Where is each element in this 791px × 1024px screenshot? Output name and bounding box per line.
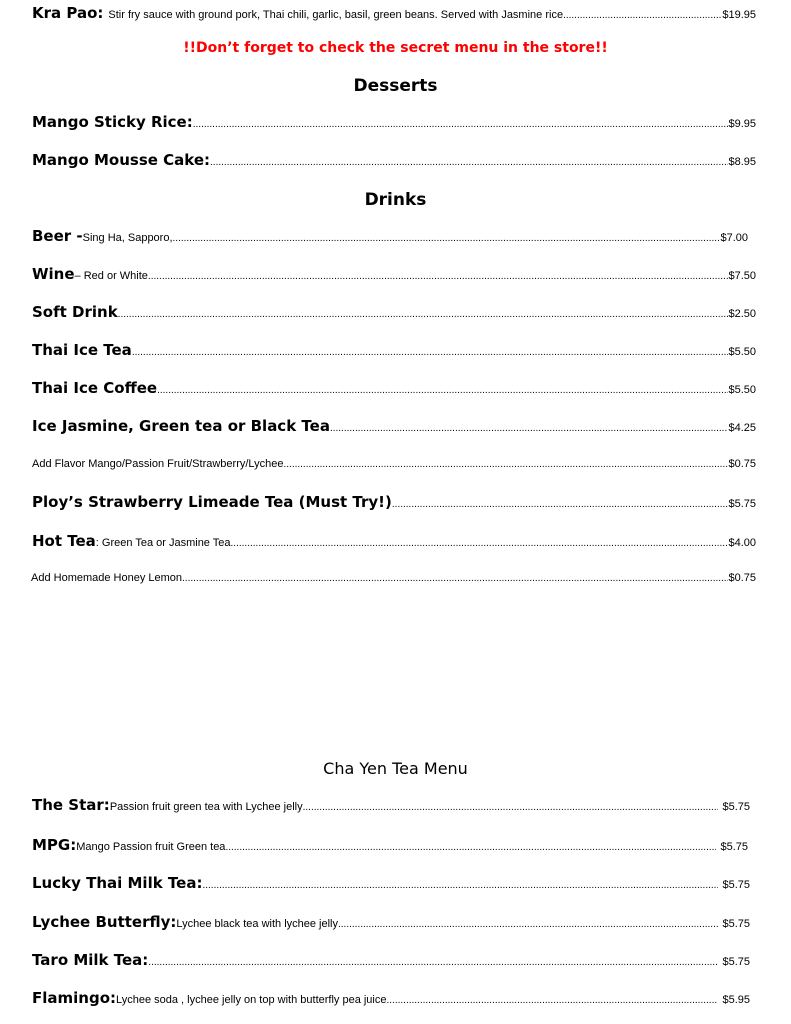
leader-dots bbox=[330, 423, 729, 434]
leader-dots bbox=[173, 233, 721, 244]
item-description: Add Flavor Mango/Passion Fruit/Strawberry/Lychee bbox=[32, 458, 284, 470]
cha-yen-heading: Cha Yen Tea Menu bbox=[323, 759, 468, 778]
menu-item bbox=[32, 341, 756, 359]
menu-item bbox=[32, 493, 756, 511]
item-price: $5.50 bbox=[728, 384, 756, 396]
menu-item bbox=[32, 417, 756, 435]
item-description: Passion fruit green tea with Lychee jelly bbox=[109, 801, 303, 813]
item-name: Beer - bbox=[32, 227, 83, 245]
item-price: $4.00 bbox=[728, 537, 756, 549]
leader-dots bbox=[182, 573, 728, 584]
menu-item bbox=[32, 532, 756, 550]
menu-item bbox=[32, 303, 756, 321]
item-description: Lychee soda , lychee jelly on top with butterfly pea juice bbox=[116, 994, 387, 1006]
menu-item bbox=[32, 951, 750, 969]
leader-dots bbox=[148, 271, 729, 282]
leader-dots bbox=[338, 919, 718, 930]
leader-dots bbox=[392, 499, 729, 510]
drinks-heading: Drinks bbox=[364, 190, 427, 210]
menu-item bbox=[32, 265, 756, 283]
menu-item bbox=[32, 379, 756, 397]
item-price: $5.75 bbox=[720, 841, 748, 853]
leader-dots bbox=[202, 880, 718, 891]
menu-item bbox=[32, 151, 756, 169]
item-price: $5.75 bbox=[722, 879, 750, 891]
leader-dots bbox=[283, 459, 728, 470]
item-price: $5.75 bbox=[722, 801, 750, 813]
item-description: – Red or White bbox=[74, 270, 148, 282]
item-price: $7.50 bbox=[728, 270, 756, 282]
item-price: $8.95 bbox=[728, 156, 756, 168]
item-name: Wine bbox=[32, 265, 75, 283]
leader-dots bbox=[387, 995, 719, 1006]
menu-item bbox=[32, 836, 748, 854]
menu-item-kra-pao bbox=[32, 4, 756, 22]
leader-dots bbox=[118, 309, 729, 320]
item-description: Stir fry sauce with ground pork, Thai chili, garlic, basil, green beans. Served with Jasmine rice bbox=[108, 9, 564, 21]
item-price: $5.95 bbox=[722, 994, 750, 1006]
item-price: $19.95 bbox=[722, 9, 756, 21]
item-description: Lychee black tea with lychee jelly bbox=[176, 918, 338, 930]
leader-dots bbox=[303, 802, 719, 813]
item-name: The Star: bbox=[32, 796, 110, 814]
item-description: : Green Tea or Jasmine Tea bbox=[95, 537, 231, 549]
item-price: $0.75 bbox=[728, 572, 756, 584]
item-name: MPG: bbox=[32, 836, 77, 854]
item-name: Thai Ice Coffee bbox=[32, 379, 158, 397]
menu-item bbox=[32, 796, 750, 814]
menu-item bbox=[32, 989, 750, 1007]
item-name: Ploy’s Strawberry Limeade Tea (Must Try!) bbox=[32, 493, 392, 511]
item-name: Thai Ice Tea bbox=[32, 341, 132, 359]
desserts-heading: Desserts bbox=[353, 76, 438, 96]
item-price: $7.00 bbox=[720, 232, 748, 244]
item-name: Flamingo: bbox=[32, 989, 117, 1007]
item-price: $5.75 bbox=[728, 498, 756, 510]
menu-item bbox=[32, 113, 756, 131]
leader-dots bbox=[193, 119, 729, 130]
item-name: Taro Milk Tea: bbox=[32, 951, 149, 969]
secret-menu-notice: !!Don’t forget to check the secret menu in the store!! bbox=[183, 40, 608, 56]
leader-dots bbox=[148, 957, 718, 968]
menu-item bbox=[32, 913, 750, 931]
leader-dots bbox=[563, 10, 722, 21]
item-price: $5.75 bbox=[722, 956, 750, 968]
menu-item bbox=[32, 874, 750, 892]
item-name: Hot Tea bbox=[32, 532, 96, 550]
item-description: Mango Passion fruit Green tea bbox=[76, 841, 226, 853]
item-name: Soft Drink bbox=[32, 303, 118, 321]
item-price: $9.95 bbox=[728, 118, 756, 130]
item-name: Mango Sticky Rice: bbox=[32, 113, 193, 131]
item-name: Lychee Butterfly: bbox=[32, 913, 177, 931]
item-price: $2.50 bbox=[728, 308, 756, 320]
item-name: Mango Mousse Cake: bbox=[32, 151, 211, 169]
leader-dots bbox=[210, 157, 728, 168]
leader-dots bbox=[157, 385, 728, 396]
item-price: $4.25 bbox=[728, 422, 756, 434]
menu-item bbox=[32, 458, 756, 470]
item-description: Add Homemade Honey Lemon bbox=[31, 572, 183, 584]
menu-item bbox=[32, 227, 756, 245]
leader-dots bbox=[225, 842, 716, 853]
item-name: Ice Jasmine, Green tea or Black Tea bbox=[32, 417, 330, 435]
item-price: $5.75 bbox=[722, 918, 750, 930]
menu-item bbox=[31, 572, 756, 584]
leader-dots bbox=[231, 538, 729, 549]
item-price: $5.50 bbox=[728, 346, 756, 358]
item-name: Kra Pao: bbox=[32, 4, 104, 22]
item-name: Lucky Thai Milk Tea: bbox=[32, 874, 203, 892]
leader-dots bbox=[132, 347, 729, 358]
item-price: $0.75 bbox=[728, 458, 756, 470]
item-description: Sing Ha, Sapporo, bbox=[82, 232, 173, 244]
